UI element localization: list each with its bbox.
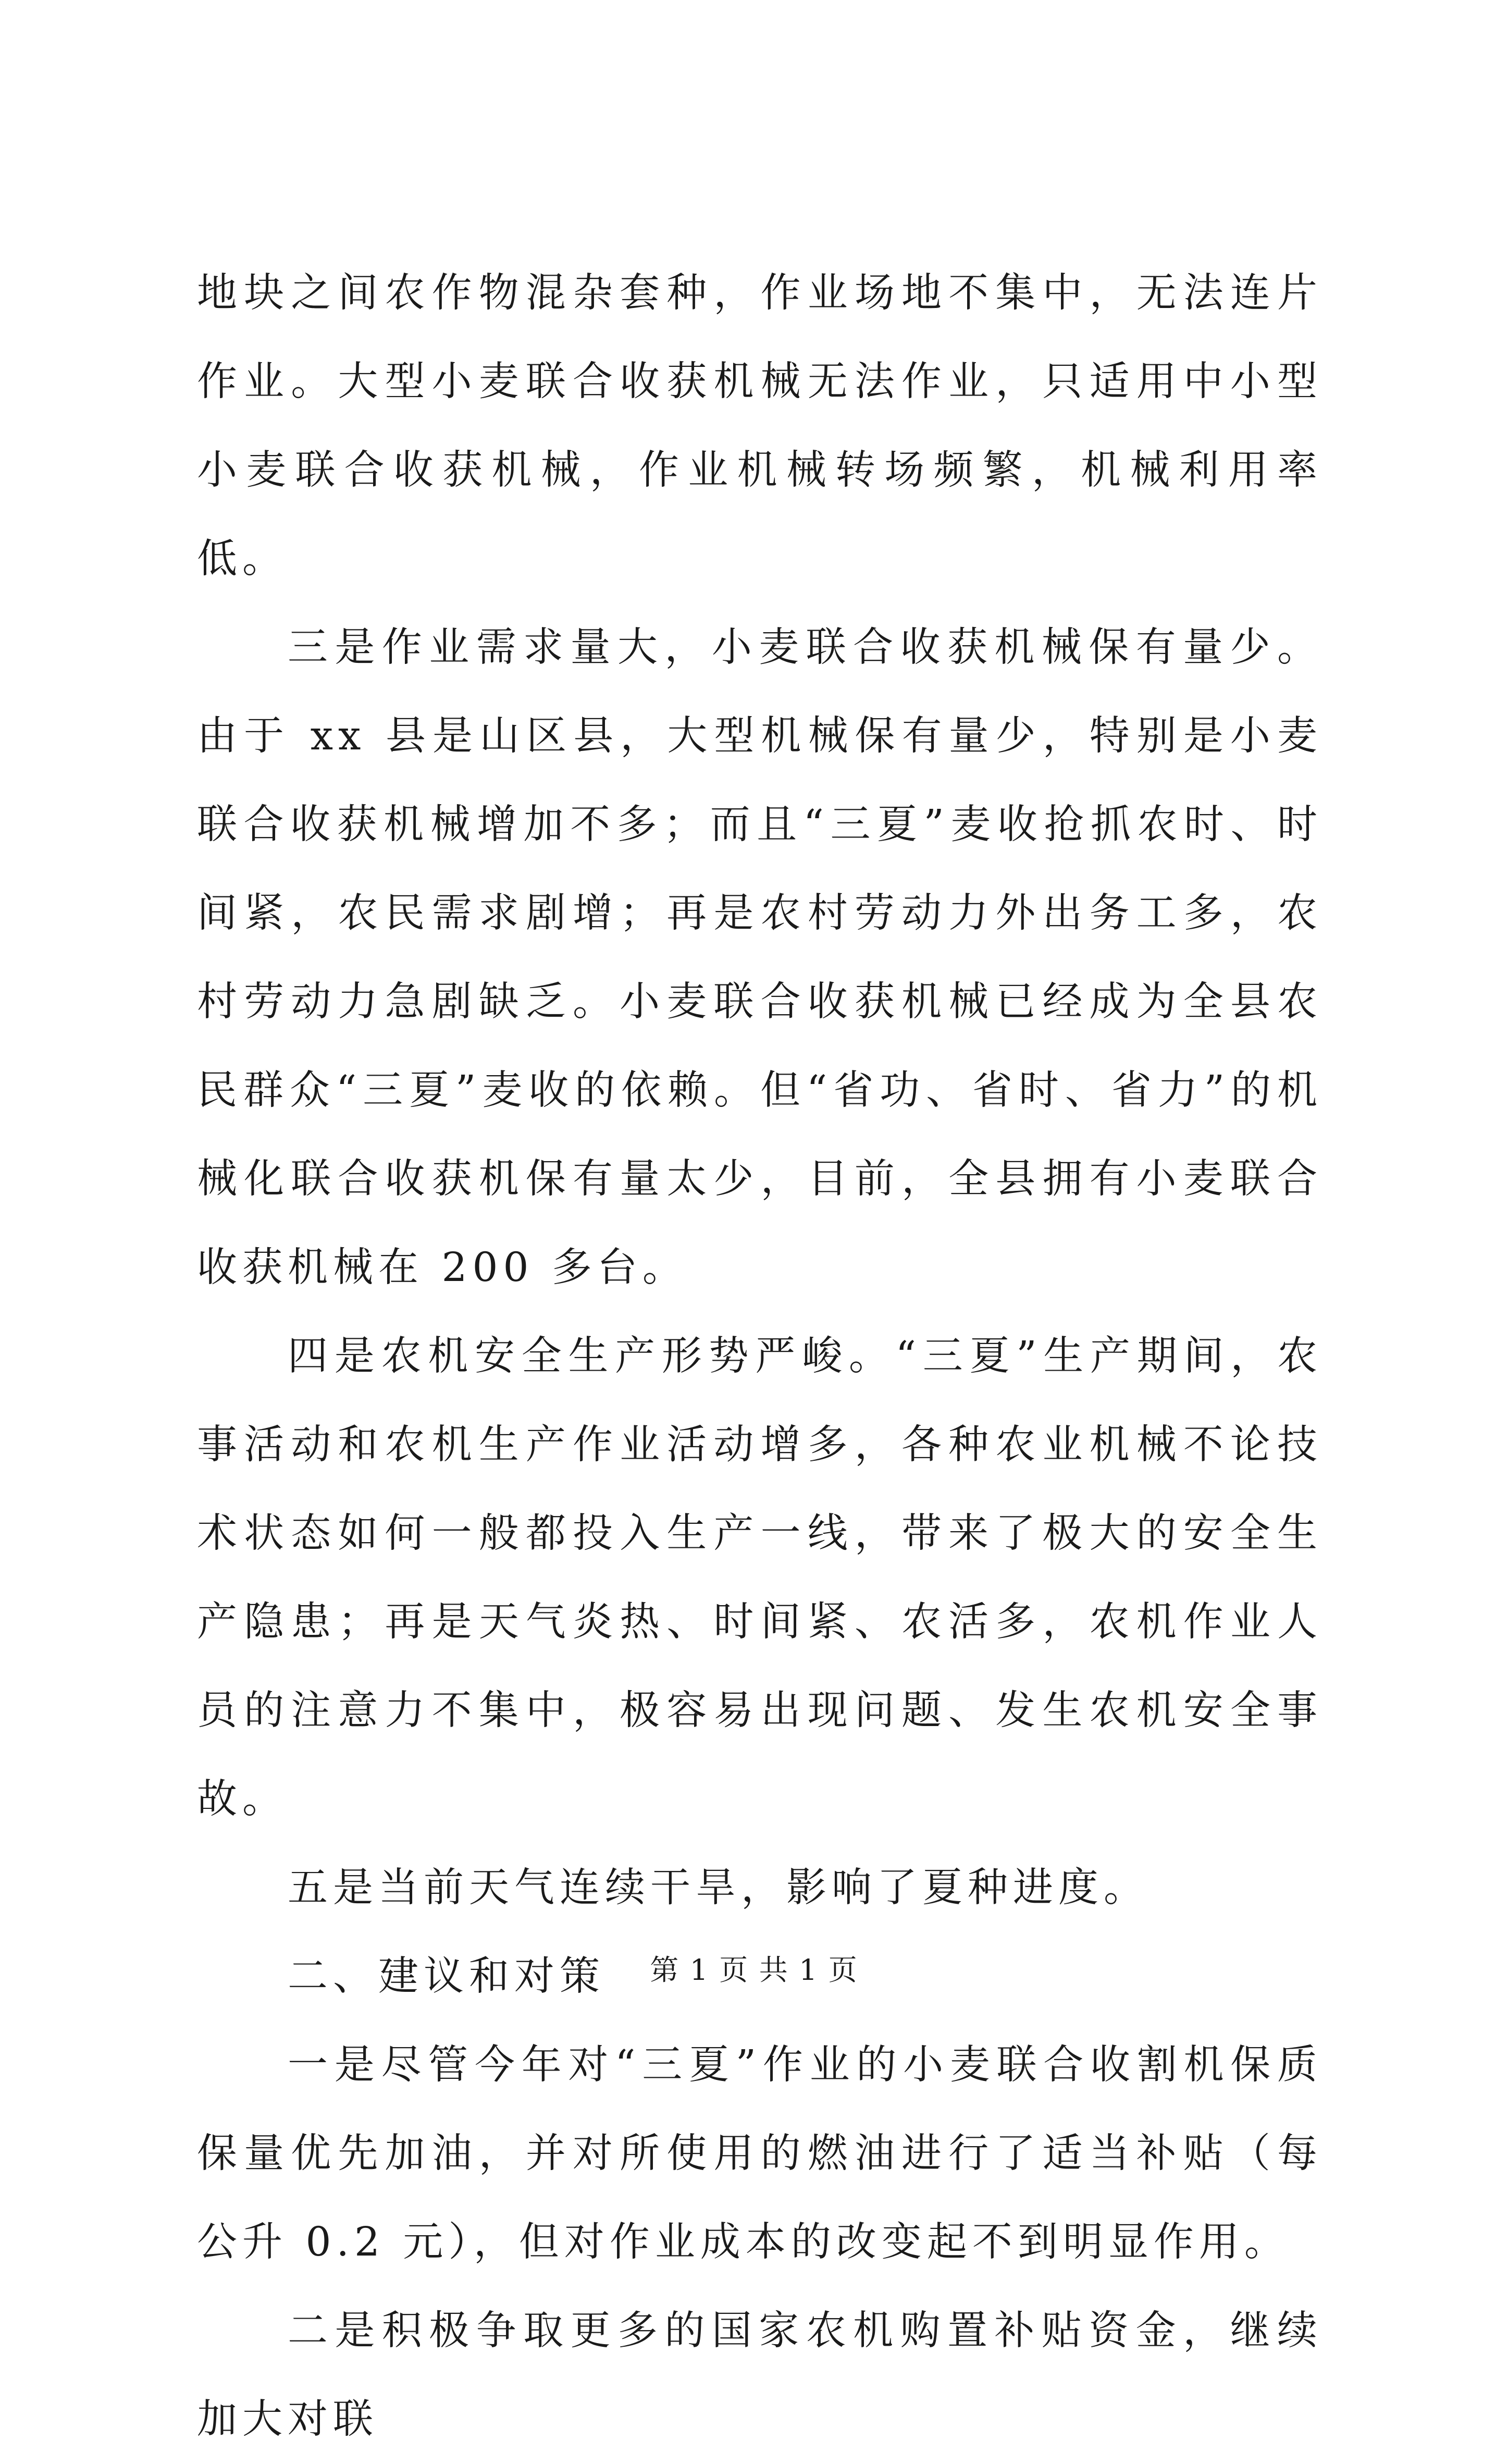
paragraph-4: 五是当前天气连续干旱，影响了夏种进度。	[288, 1865, 1149, 1911]
document-body	[197, 249, 1322, 2464]
paragraph-2: 三是作业需求量大，小麦联合收获机械保有量少。由于 xx 县是山区县，大型机械保有量少，特别是小麦联合收获机械增加不多；而且“三夏”麦收抢抓农时、时间紧，农民需求剧增；再是农村劳动力外出务工多，农村劳动力急剧缺乏。小麦联合收获机械已经成为全县农民群众“三夏”麦收的依赖。但“省功、省时、省力”的机械化联合收获机保有量太少，目前，全县拥有小麦联合收获机械在 200 多台。	[197, 624, 1322, 1291]
paragraph-5: 一是尽管今年对“三夏”作业的小麦联合收割机保质保量优先加油，并对所使用的燃油进行了适当补贴（每公升 0.2 元），但对作业成本的改变起不到明显作用。	[197, 2042, 1322, 2265]
paragraph-3: 四是农机安全生产形势严峻。“三夏”生产期间，农事活动和农机生产作业活动增多，各种农业机械不论技术状态如何一般都投入生产一线，带来了极大的安全生产隐患；再是天气炎热、时间紧、农活多，农机作业人员的注意力不集中，极容易出现问题、发生农机安全事故。	[197, 1333, 1322, 1822]
section-heading: 二、建议和对策	[288, 1953, 605, 2000]
paragraph-1: 地块之间农作物混杂套种，作业场地不集中，无法连片作业。大型小麦联合收获机械无法作业，只适用中小型小麦联合收获机械，作业机械转场频繁，机械利用率低。	[197, 270, 1322, 582]
page-footer: 第 1 页 共 1 页	[650, 1953, 858, 1987]
paragraph-6: 二是积极争取更多的国家农机购置补贴资金，继续加大对联	[197, 2308, 1322, 2443]
